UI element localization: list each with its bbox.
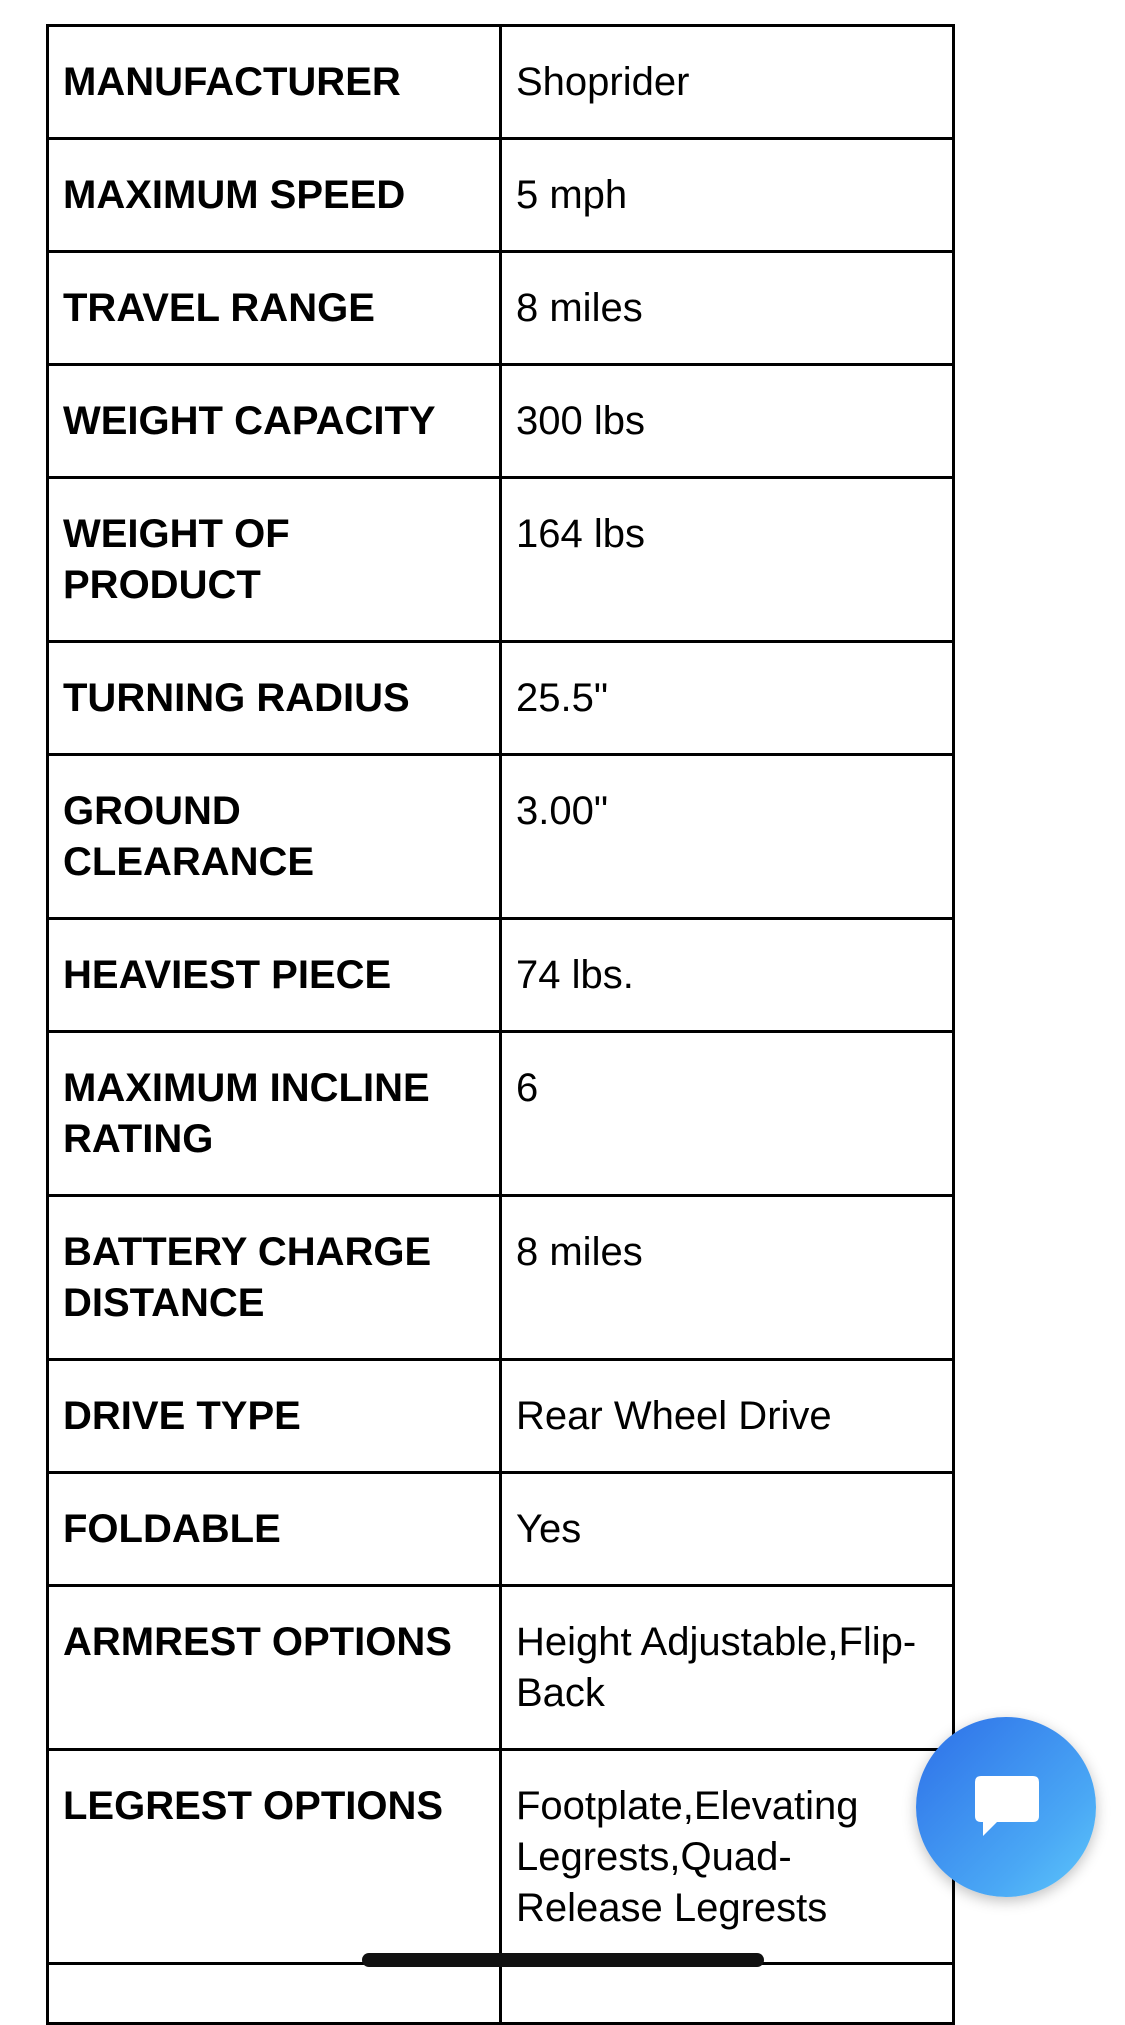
spec-label: FOLDABLE — [48, 1473, 501, 1586]
table-row — [48, 1473, 954, 1586]
spec-label: TRAVEL RANGE — [48, 252, 501, 365]
spec-label-empty — [48, 1964, 501, 2024]
table-row-partial — [48, 1964, 954, 2024]
spec-label: WEIGHT OF PRODUCT — [48, 478, 501, 642]
home-indicator[interactable] — [362, 1953, 764, 1967]
table-row — [48, 1196, 954, 1360]
spec-label: HEAVIEST PIECE — [48, 919, 501, 1032]
spec-label: MAXIMUM INCLINE RATING — [48, 1032, 501, 1196]
spec-value: Height Adjustable,Flip-Back — [501, 1586, 954, 1750]
spec-value: Footplate,Elevating Legrests,Quad-Release Legrests — [501, 1750, 954, 1964]
spec-value: 25.5" — [501, 642, 954, 755]
chat-bubble-icon — [971, 1772, 1043, 1844]
spec-label: BATTERY CHARGE DISTANCE — [48, 1196, 501, 1360]
spec-value: 6 — [501, 1032, 954, 1196]
table-row — [48, 478, 954, 642]
table-row — [48, 919, 954, 1032]
spec-value: 5 mph — [501, 139, 954, 252]
table-row — [48, 1032, 954, 1196]
spec-value: 8 miles — [501, 1196, 954, 1360]
table-row — [48, 642, 954, 755]
spec-value: Yes — [501, 1473, 954, 1586]
spec-label: GROUND CLEARANCE — [48, 755, 501, 919]
spec-label: ARMREST OPTIONS — [48, 1586, 501, 1750]
table-row — [48, 755, 954, 919]
specifications-table — [46, 24, 955, 2025]
spec-label: DRIVE TYPE — [48, 1360, 501, 1473]
spec-value: Rear Wheel Drive — [501, 1360, 954, 1473]
spec-value: 164 lbs — [501, 478, 954, 642]
table-row — [48, 365, 954, 478]
spec-value: 8 miles — [501, 252, 954, 365]
spec-label: TURNING RADIUS — [48, 642, 501, 755]
chat-button[interactable] — [916, 1717, 1096, 1897]
spec-value: 74 lbs. — [501, 919, 954, 1032]
spec-value: 3.00" — [501, 755, 954, 919]
table-row — [48, 1586, 954, 1750]
spec-value: Shoprider — [501, 26, 954, 139]
spec-value-empty — [501, 1964, 954, 2024]
spec-label: LEGREST OPTIONS — [48, 1750, 501, 1964]
spec-label: WEIGHT CAPACITY — [48, 365, 501, 478]
spec-label: MAXIMUM SPEED — [48, 139, 501, 252]
table-row — [48, 139, 954, 252]
table-row — [48, 1750, 954, 1964]
table-row — [48, 26, 954, 139]
spec-label: MANUFACTURER — [48, 26, 501, 139]
table-row — [48, 1360, 954, 1473]
table-row — [48, 252, 954, 365]
spec-value: 300 lbs — [501, 365, 954, 478]
